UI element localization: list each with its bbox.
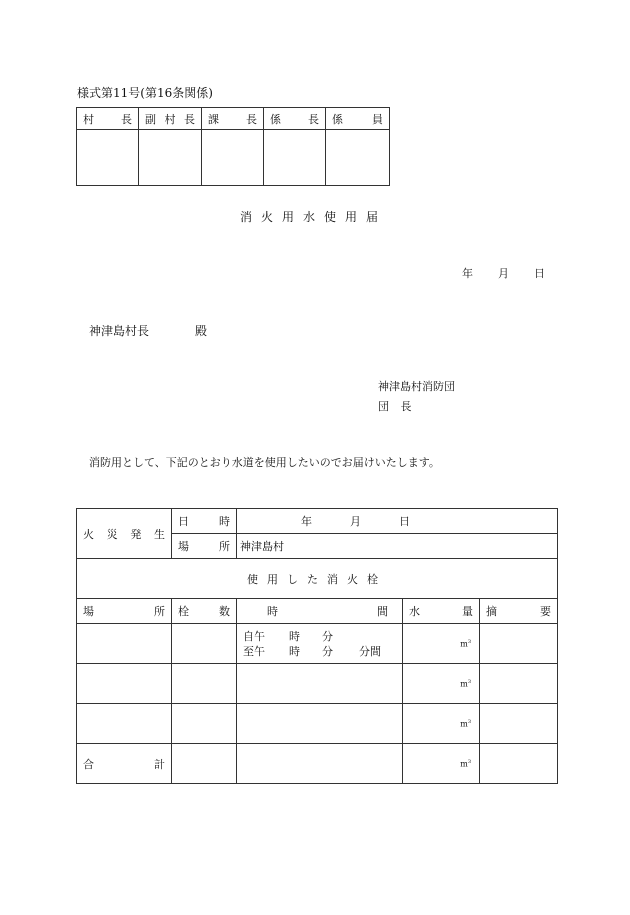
fire-date-year-unit: 年 xyxy=(301,515,312,528)
col-header-char: 栓 xyxy=(178,605,189,618)
total-label-cell xyxy=(77,744,172,784)
time-to-hour-unit: 時 xyxy=(289,644,300,658)
hydrant-place-field[interactable] xyxy=(77,664,172,704)
place-label-cell xyxy=(172,534,237,559)
fire-date-month-unit: 月 xyxy=(350,515,361,528)
col-header-char: 所 xyxy=(154,605,165,618)
time-from-minute-unit: 分 xyxy=(322,629,333,643)
fire-label-char: 災 xyxy=(106,527,118,541)
total-label-char: 計 xyxy=(154,757,165,771)
approval-header-staff xyxy=(326,108,390,130)
hydrant-water-field[interactable] xyxy=(403,624,480,664)
fire-label-char: 火 xyxy=(83,527,94,541)
fire-date-day-unit: 日 xyxy=(399,515,410,528)
total-label-char: 合 xyxy=(83,757,94,771)
total-count-field[interactable] xyxy=(172,744,237,784)
approval-header-char: 課 xyxy=(208,112,219,126)
hydrant-remarks-field[interactable] xyxy=(480,624,558,664)
col-header-time xyxy=(237,599,403,624)
time-from-line xyxy=(243,629,396,644)
hydrant-count-field[interactable] xyxy=(172,624,237,664)
col-header-char: 摘 xyxy=(486,605,497,618)
total-water-field[interactable] xyxy=(403,744,480,784)
time-to-prefix: 至午 xyxy=(243,644,265,658)
water-unit: $m^3$ xyxy=(460,678,471,689)
datetime-label-char: 時 xyxy=(219,515,230,528)
approval-header-unit-chief xyxy=(264,108,326,130)
hydrant-section-title xyxy=(77,559,558,599)
document-title: 消火用水使用届 xyxy=(240,210,388,224)
col-header-water xyxy=(403,599,480,624)
fire-date-field[interactable] xyxy=(237,509,558,534)
sender-role: 団 長 xyxy=(378,400,416,413)
approval-stamp-box[interactable] xyxy=(264,130,326,186)
date-month: 月 xyxy=(498,267,509,280)
datetime-label-char: 日 xyxy=(178,515,189,528)
body-text: 消防用として、下記のとおり水道を使用したいのでお届けいたします。 xyxy=(89,456,440,469)
time-duration-unit: 分間 xyxy=(359,644,381,658)
place-label-char: 場 xyxy=(178,540,189,553)
hydrant-time-field[interactable] xyxy=(237,624,403,664)
approval-stamp-box[interactable] xyxy=(139,130,202,186)
time-to-minute-unit: 分 xyxy=(322,644,333,658)
approval-stamp-box[interactable] xyxy=(77,130,139,186)
hydrant-remarks-field[interactable] xyxy=(480,704,558,744)
water-unit: $m^3$ xyxy=(460,718,471,729)
col-header-char: 場 xyxy=(83,605,94,618)
sender-org: 神津島村消防団 xyxy=(378,380,455,393)
approval-header-char: 係 xyxy=(332,112,343,126)
addressee-name: 神津島村長 xyxy=(89,324,150,338)
col-header-char: 要 xyxy=(540,605,551,618)
water-unit: $m^3$ xyxy=(460,638,471,649)
approval-header-deputy-head xyxy=(139,108,202,130)
approval-header-section-chief xyxy=(202,108,264,130)
time-to-line xyxy=(243,644,396,659)
approval-header-char: 長 xyxy=(246,112,257,126)
col-header-char: 数 xyxy=(219,605,230,618)
approval-header-char: 係 xyxy=(270,112,281,126)
fire-place-value: 神津島村 xyxy=(240,540,284,553)
hydrant-remarks-field[interactable] xyxy=(480,664,558,704)
date-day: 日 xyxy=(534,267,545,280)
water-unit: $m^3$ xyxy=(460,758,471,769)
fire-label-char: 生 xyxy=(153,527,165,541)
hydrant-count-field[interactable] xyxy=(172,664,237,704)
time-from-hour-unit: 時 xyxy=(289,629,300,643)
approval-stamp-box[interactable] xyxy=(202,130,264,186)
col-header-char: 量 xyxy=(462,605,473,618)
form-number: 様式第11号(第16条関係) xyxy=(77,86,213,100)
approval-header-char: 長 xyxy=(308,112,319,126)
approval-header-char: 長 xyxy=(184,112,195,126)
hydrant-time-field[interactable] xyxy=(237,704,403,744)
hydrant-usage-table xyxy=(76,508,558,784)
approval-header-char: 副 xyxy=(145,112,156,126)
approval-header-char: 員 xyxy=(372,112,383,126)
place-label-char: 所 xyxy=(219,540,230,553)
fire-label-cell xyxy=(77,509,172,559)
hydrant-water-field[interactable] xyxy=(403,704,480,744)
fire-label-char: 発 xyxy=(130,527,142,541)
col-header-count xyxy=(172,599,237,624)
hydrant-section-title-text: 使用した消火栓 xyxy=(247,572,387,586)
approval-header-char: 村 xyxy=(164,112,176,126)
approval-header-char: 長 xyxy=(121,112,132,126)
hydrant-time-field[interactable] xyxy=(237,664,403,704)
approval-stamp-box[interactable] xyxy=(326,130,390,186)
datetime-label-cell xyxy=(172,509,237,534)
time-from-prefix: 自午 xyxy=(243,629,265,643)
col-header-remarks xyxy=(480,599,558,624)
approval-header-village-head xyxy=(77,108,139,130)
date-year: 年 xyxy=(462,267,473,280)
col-header-char: 水 xyxy=(409,605,420,618)
hydrant-place-field[interactable] xyxy=(77,704,172,744)
fire-place-field[interactable] xyxy=(237,534,558,559)
hydrant-count-field[interactable] xyxy=(172,704,237,744)
col-header-char: 間 xyxy=(377,605,388,618)
total-time-field[interactable] xyxy=(237,744,403,784)
col-header-place xyxy=(77,599,172,624)
hydrant-place-field[interactable] xyxy=(77,624,172,664)
hydrant-water-field[interactable] xyxy=(403,664,480,704)
total-remarks-field[interactable] xyxy=(480,744,558,784)
approval-header-char: 村 xyxy=(83,112,94,126)
approval-table xyxy=(76,107,390,186)
addressee-honorific: 殿 xyxy=(195,324,208,338)
col-header-char: 時 xyxy=(267,605,278,618)
